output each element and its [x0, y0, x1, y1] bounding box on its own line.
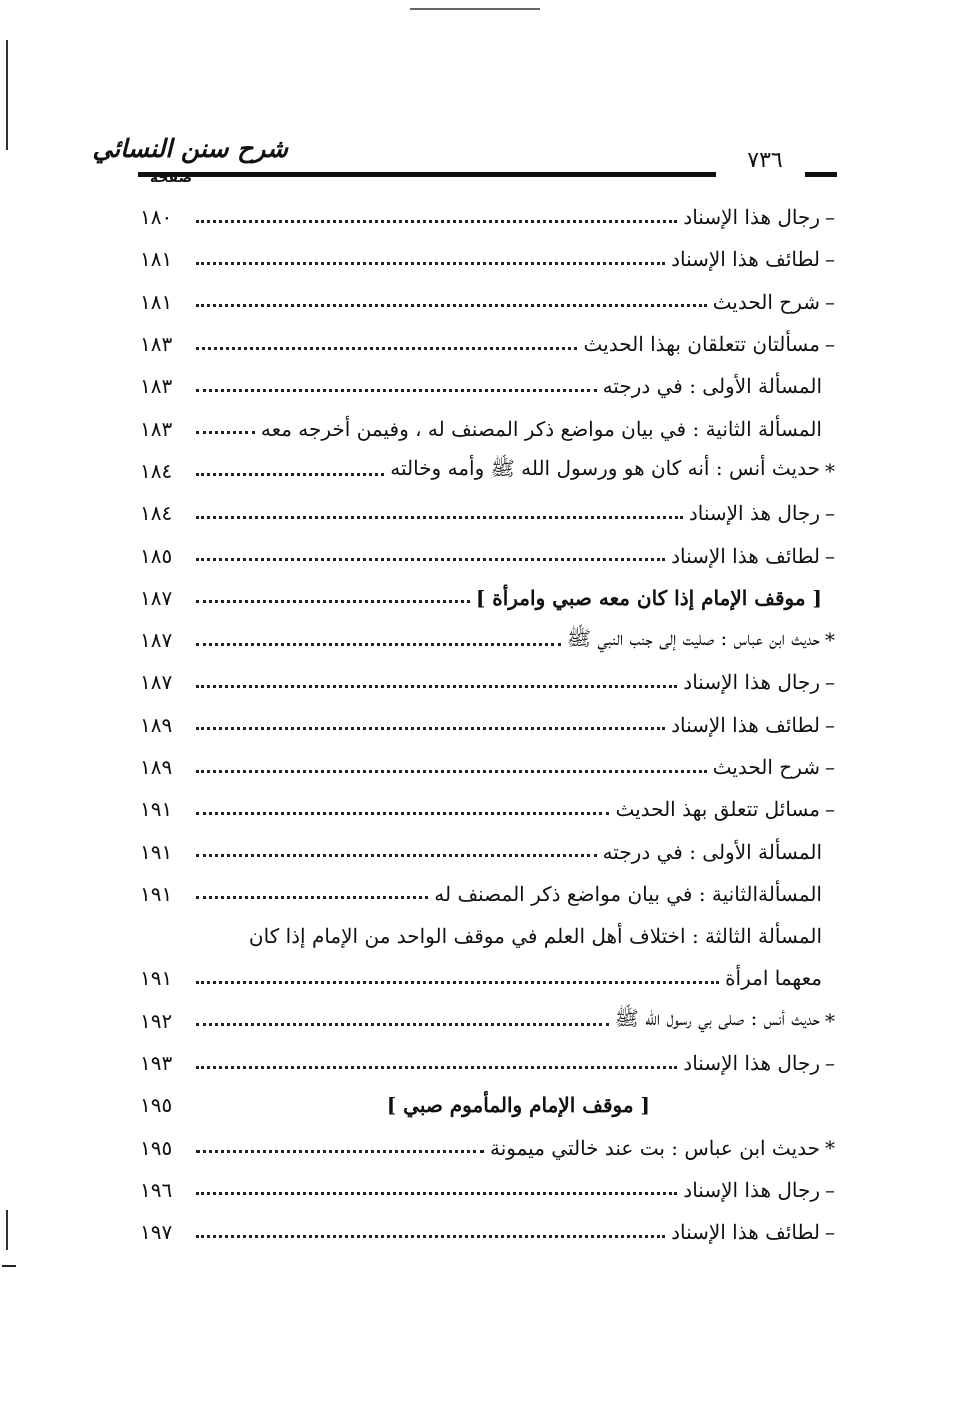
entry-marker: – — [825, 712, 835, 737]
entry-title: معهما امرأة — [725, 966, 822, 991]
header-rule-short — [805, 172, 837, 177]
toc-entry — [140, 873, 840, 915]
toc-entry — [140, 281, 840, 323]
entry-page-number: ١٩٦ — [140, 1177, 173, 1202]
toc-entry — [140, 1169, 840, 1211]
entry-page-number: ١٨٤ — [140, 458, 173, 483]
entry-page-number: ١٩١ — [140, 839, 173, 864]
entry-page-number: ١٩٧ — [140, 1220, 173, 1245]
toc-entry — [140, 830, 840, 872]
entry-marker: – — [825, 1051, 835, 1076]
entry-marker: – — [825, 543, 835, 568]
entry-title: حديث ابن عباس : صليت إلى جنب النبي ﷺ — [566, 625, 820, 650]
entry-marker: – — [825, 501, 835, 526]
toc-entry — [140, 1042, 840, 1084]
entry-title: حديث أنس : أنه كان هو ورسول الله ﷺ وأمه وخالته — [390, 456, 820, 481]
dot-leader — [196, 723, 665, 730]
entry-marker: – — [825, 670, 835, 695]
entry-page-number: ١٨٣ — [140, 374, 173, 399]
toc-entry — [140, 323, 840, 365]
dot-leader — [196, 300, 707, 307]
dot-leader — [196, 1104, 381, 1111]
header-rule — [138, 172, 716, 177]
entry-title: رجال هذ الإسناد — [688, 501, 820, 526]
dot-leader — [196, 1146, 484, 1153]
dot-leader — [196, 892, 428, 899]
entry-page-number: ١٨٣ — [140, 332, 173, 357]
dot-leader — [196, 977, 719, 984]
entry-title: المسألة الأولى : في درجته — [602, 839, 822, 864]
entry-title: رجال هذا الإسناد — [683, 1051, 820, 1076]
dot-leader — [196, 681, 677, 688]
dot-leader — [196, 639, 561, 646]
toc-entry — [140, 1000, 840, 1042]
dot-leader — [196, 1188, 677, 1195]
entry-page-number: ١٩٥ — [140, 1135, 173, 1160]
entry-page-number: ١٨١ — [140, 247, 173, 272]
asterisk-marker: * — [825, 458, 835, 483]
dot-leader — [196, 850, 597, 857]
toc-section-heading — [140, 1084, 840, 1126]
entry-marker: – — [825, 797, 835, 822]
entry-marker: – — [825, 755, 835, 779]
scan-margin-line — [6, 40, 8, 150]
toc-entry — [140, 492, 840, 534]
section-title: [ موقف الإمام والمأموم صبي ] — [386, 1093, 650, 1118]
section-title: [ موقف الإمام إذا كان معه صبي وامرأة ] — [475, 585, 822, 610]
asterisk-marker: * — [825, 1008, 835, 1033]
toc-entry-wrapped — [140, 915, 840, 957]
entry-page-number: ١٨٧ — [140, 670, 173, 695]
entry-page-number: ١٩٢ — [140, 1008, 173, 1033]
entry-page-number: ١٨١ — [140, 289, 173, 314]
entry-title: رجال هذا الإسناد — [683, 670, 820, 695]
toc-entry — [140, 407, 840, 449]
asterisk-marker: * — [825, 628, 835, 653]
entry-title: حديث ابن عباس : بت عند خالتي ميمونة — [490, 1135, 820, 1160]
dot-leader — [196, 512, 683, 519]
entry-page-number: ١٨٧ — [140, 628, 173, 653]
entry-page-number: ١٨٤ — [140, 501, 173, 526]
entry-marker: – — [825, 247, 835, 272]
entry-marker: – — [825, 1177, 835, 1202]
toc-entry-continuation — [140, 957, 840, 999]
dot-leader — [196, 258, 665, 265]
entry-title: رجال هذا الإسناد — [683, 1177, 820, 1202]
entry-page-number: ١٨٩ — [140, 712, 173, 737]
entry-title: شرح الحديث — [712, 755, 820, 779]
dot-leader — [196, 554, 665, 561]
dot-leader — [196, 596, 470, 603]
dot-leader — [196, 766, 707, 773]
table-of-contents — [140, 196, 840, 1253]
scan-margin-line — [6, 1210, 8, 1250]
entry-title: المسألة الأولى : في درجته — [602, 374, 822, 399]
toc-entry — [140, 1211, 840, 1253]
entry-title: المسألةالثانية : في بيان مواضع ذكر المصنف له — [434, 881, 822, 906]
entry-page-number: ١٩٣ — [140, 1051, 173, 1076]
entry-title: شرح الحديث — [712, 289, 820, 314]
toc-section-heading — [140, 577, 840, 619]
entry-page-number: ١٨٥ — [140, 543, 173, 568]
entry-title: رجال هذا الإسناد — [683, 205, 820, 230]
entry-title: لطائف هذا الإسناد — [671, 247, 820, 272]
running-title: شرح سنن النسائي — [92, 134, 288, 163]
toc-entry — [140, 196, 840, 238]
page-number: ٧٣٦ — [747, 148, 783, 173]
toc-entry — [140, 534, 840, 576]
toc-entry — [140, 788, 840, 830]
toc-entry — [140, 1127, 840, 1169]
dot-leader — [196, 343, 577, 350]
entry-marker: – — [825, 205, 835, 230]
entry-title: مسائل تتعلق بهذ الحديث — [615, 797, 820, 822]
toc-entry — [140, 619, 840, 661]
asterisk-marker: * — [825, 1135, 835, 1160]
entry-title: لطائف هذا الإسناد — [671, 712, 820, 737]
dot-leader — [196, 469, 384, 476]
toc-entry — [140, 365, 840, 407]
toc-entry — [140, 661, 840, 703]
dot-leader — [196, 427, 255, 434]
toc-entry — [140, 746, 840, 788]
scan-margin-tick — [2, 1265, 16, 1267]
entry-title: لطائف هذا الإسناد — [671, 543, 820, 568]
entry-page-number: ١٨٠ — [140, 205, 173, 230]
entry-page-number: ١٩٥ — [140, 1093, 173, 1118]
entry-page-number: ١٩١ — [140, 797, 173, 822]
entry-page-number: ١٨٩ — [140, 755, 173, 779]
toc-entry — [140, 704, 840, 746]
entry-title: مسألتان تتعلقان بهذا الحديث — [583, 332, 820, 357]
dot-leader — [196, 1019, 609, 1026]
dot-leader — [196, 1062, 677, 1069]
entry-title: المسألة الثانية : في بيان مواضع ذكر المصنف له ، وفيمن أخرجه معه — [260, 416, 822, 441]
entry-marker: – — [825, 1220, 835, 1245]
entry-title: لطائف هذا الإسناد — [671, 1220, 820, 1245]
toc-entry — [140, 450, 840, 492]
dot-leader — [196, 1231, 665, 1238]
dot-leader — [196, 216, 677, 223]
page-column-label: صفحة — [149, 170, 193, 186]
entry-page-number: ١٩١ — [140, 881, 173, 906]
entry-page-number: ١٨٧ — [140, 585, 173, 610]
toc-entry — [140, 238, 840, 280]
scan-edge-mark — [410, 8, 540, 10]
dot-leader — [196, 385, 597, 392]
dot-leader — [196, 808, 609, 815]
entry-marker: – — [825, 289, 835, 314]
entry-title: المسألة الثالثة : اختلاف أهل العلم في موقف الواحد من الإمام إذا كان — [248, 924, 822, 949]
entry-page-number: ١٨٣ — [140, 416, 173, 441]
entry-marker: – — [825, 332, 835, 357]
entry-page-number: ١٩١ — [140, 966, 173, 991]
entry-title: حديث أنس : صلى بي رسول الله ﷺ — [614, 1006, 820, 1031]
